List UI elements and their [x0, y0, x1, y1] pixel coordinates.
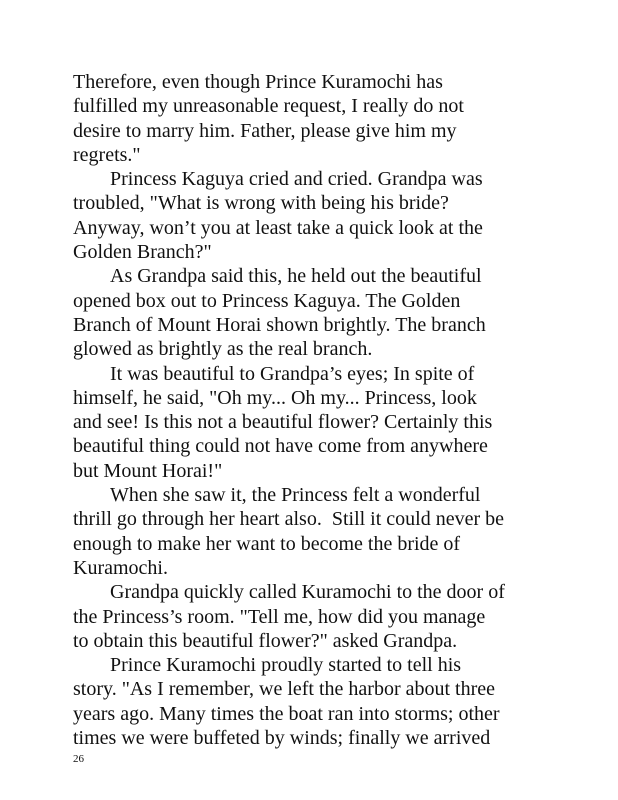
text-line: desire to marry him. Father, please give him my [73, 119, 457, 142]
text-line: Prince Kuramochi proudly started to tell his [110, 654, 462, 677]
text-line: Golden Branch?" [73, 241, 212, 264]
text-line: story. "As I remember, we left the harbor about three [73, 678, 496, 701]
text-line: the Princess’s room. "Tell me, how did you manage [73, 605, 486, 628]
text-line: glowed as brightly as the real branch. [73, 338, 373, 361]
text-line: to obtain this beautiful flower?" asked Grandpa. [73, 629, 458, 652]
text-line: Princess Kaguya cried and cried. Grandpa was [110, 168, 483, 191]
text-line: himself, he said, "Oh my... Oh my... Princess, look [73, 386, 477, 409]
text-line: Grandpa quickly called Kuramochi to the door of [110, 581, 505, 604]
page-text [73, 70, 563, 750]
text-line: As Grandpa said this, he held out the beautiful [110, 265, 482, 288]
text-line: Kuramochi. [73, 556, 168, 579]
text-line: opened box out to Princess Kaguya. The Golden [73, 289, 461, 312]
text-line: beautiful thing could not have come from anywhere [73, 435, 488, 458]
text-line: It was beautiful to Grandpa’s eyes; In spite of [110, 362, 475, 385]
text-line: Anyway, won’t you at least take a quick look at the [73, 216, 483, 239]
text-line: but Mount Horai!" [73, 459, 223, 482]
text-line: Branch of Mount Horai shown brightly. The branch [73, 313, 486, 336]
text-line: fulfilled my unreasonable request, I really do not [73, 95, 464, 118]
page-number: 26 [73, 753, 84, 765]
text-line: regrets." [73, 143, 141, 166]
text-line: times we were buffeted by winds; finally we arrived [73, 727, 491, 750]
text-line: thrill go through her heart also. Still it could never be [73, 508, 505, 531]
text-line: enough to make her want to become the bride of [73, 532, 461, 555]
text-line: and see! Is this not a beautiful flower? Certainly this [73, 411, 493, 434]
text-line: When she saw it, the Princess felt a wonderful [110, 484, 481, 507]
text-line: Therefore, even though Prince Kuramochi has [73, 71, 443, 93]
text-line: years ago. Many times the boat ran into storms; other [73, 702, 500, 725]
text-line: troubled, "What is wrong with being his bride? [73, 192, 449, 215]
